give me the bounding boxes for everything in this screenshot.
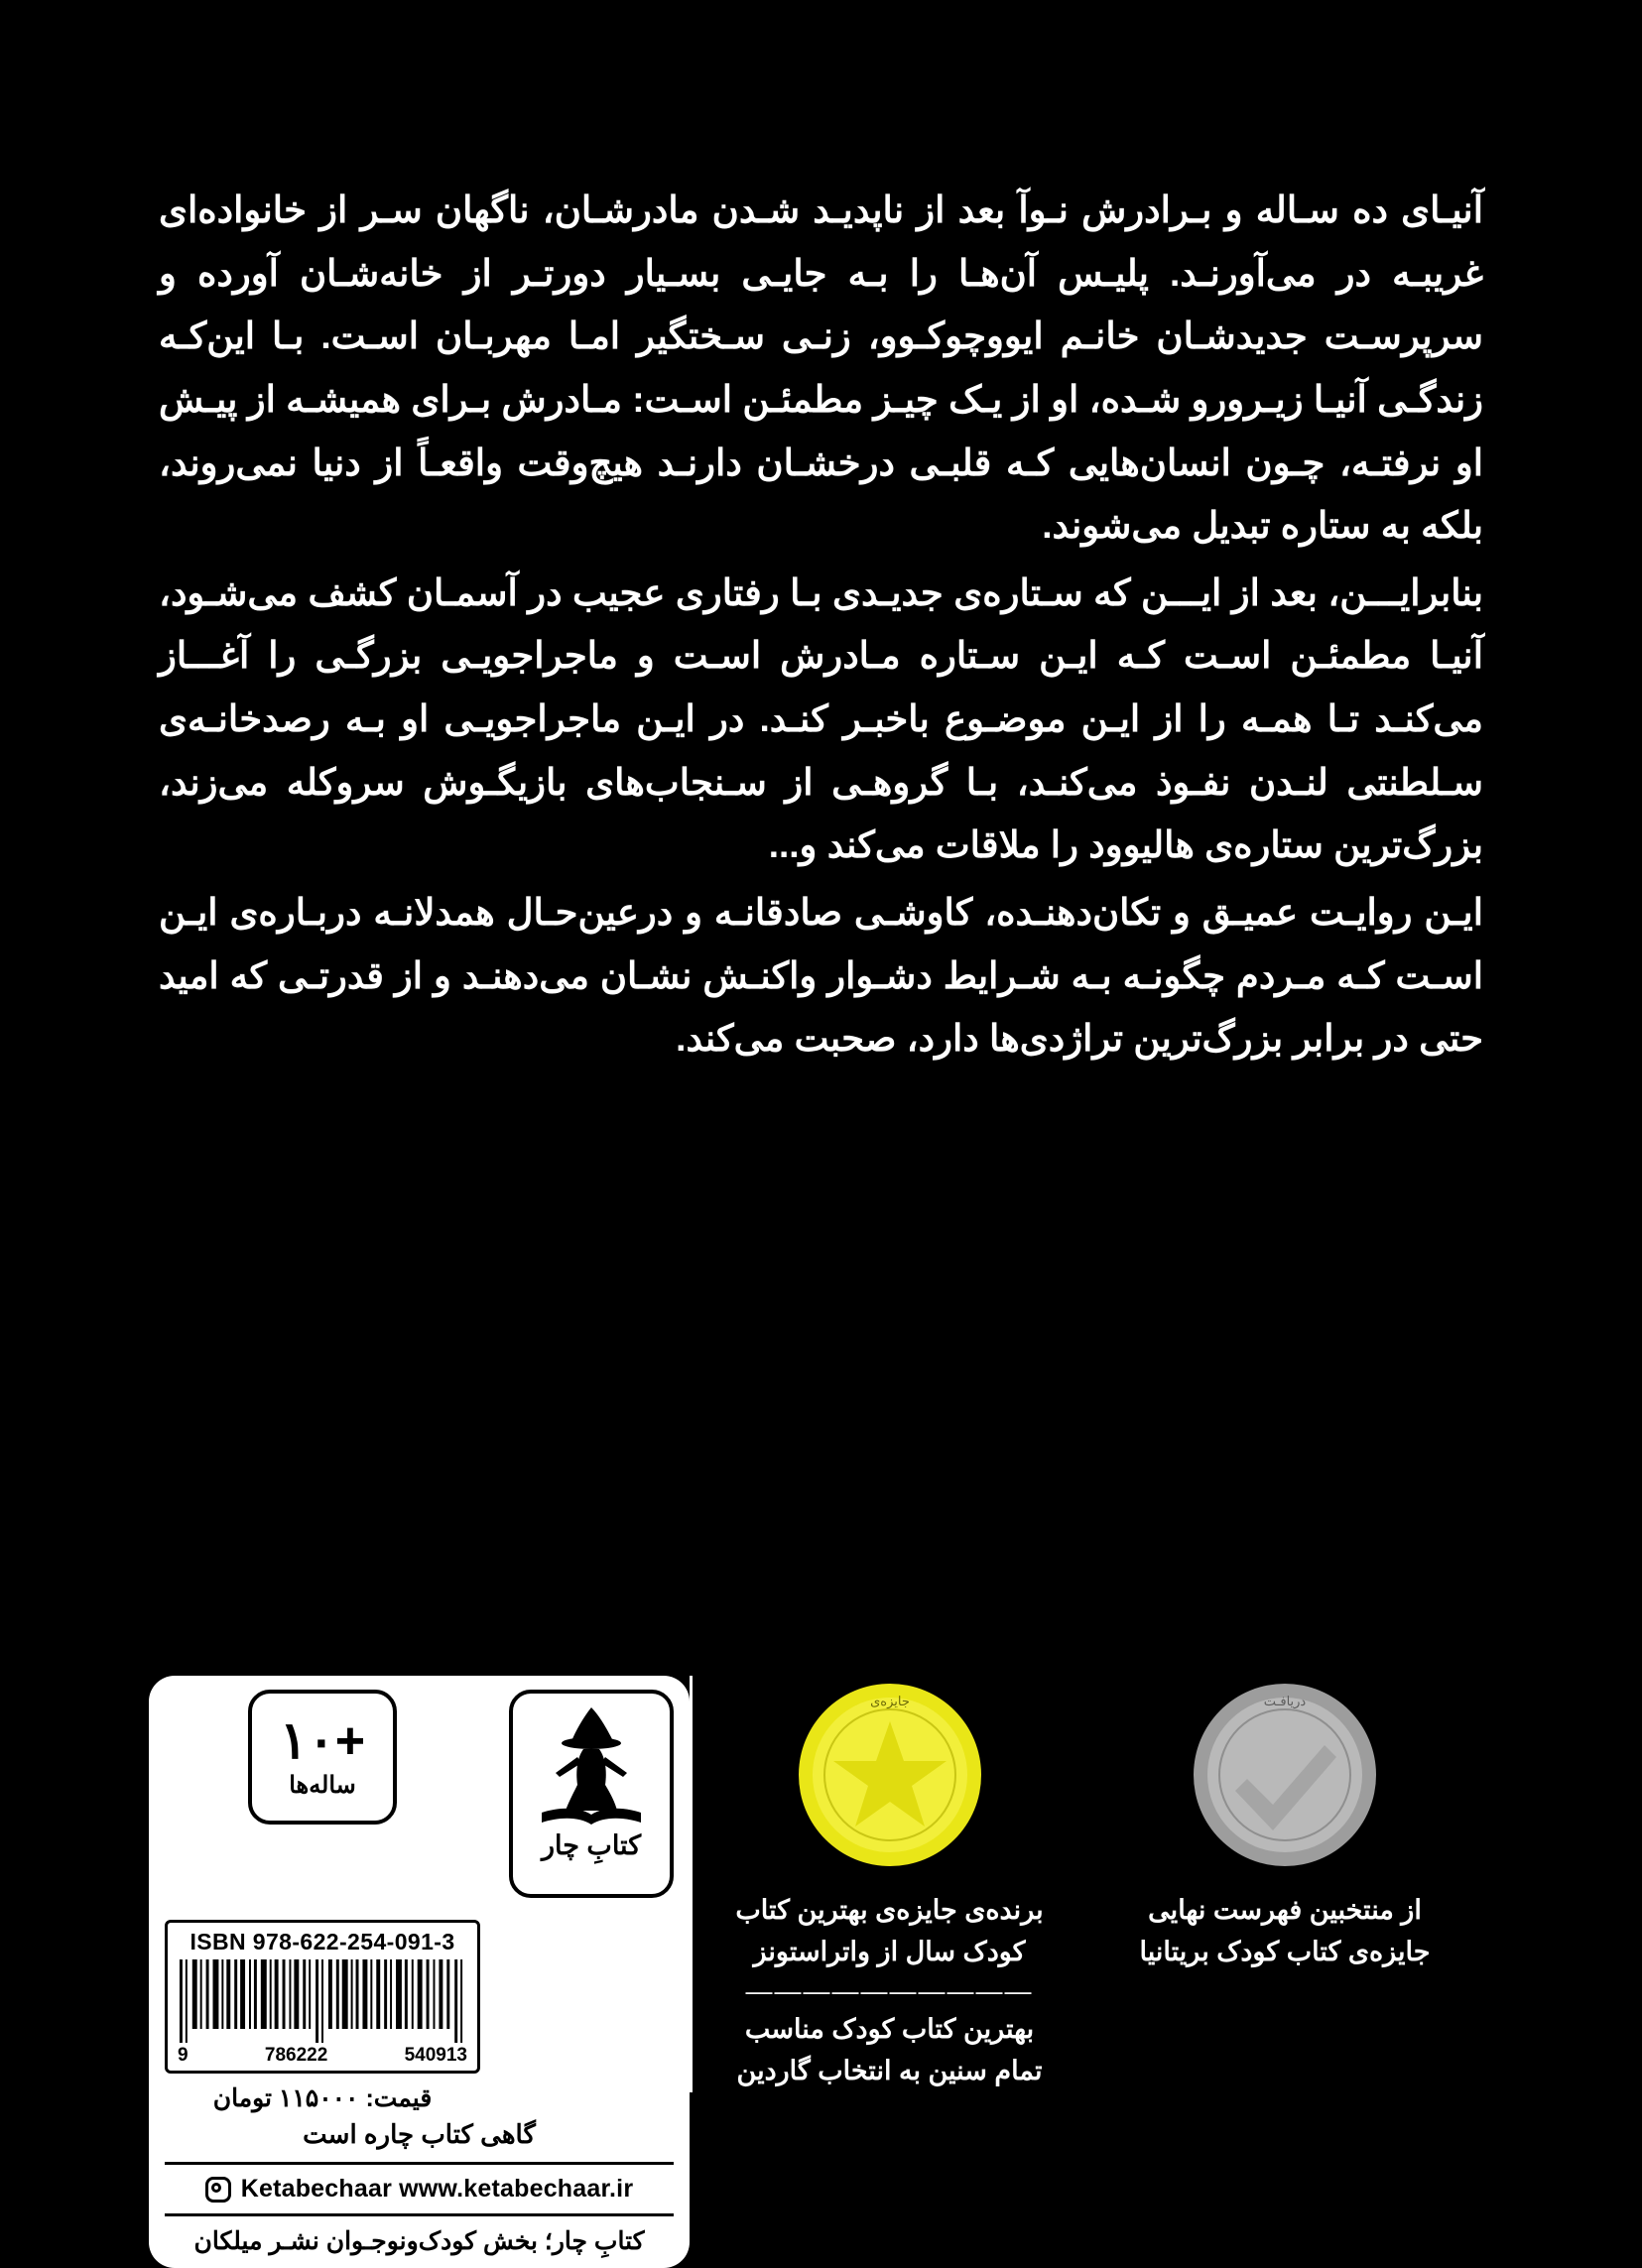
publisher-contact-row[interactable] bbox=[165, 2162, 674, 2204]
barcode-digit-right: 540913 bbox=[404, 2045, 467, 2066]
publisher-card-top bbox=[165, 1690, 674, 2113]
publisher-imprint: کتابِ چار؛ بخش کودک‌ونوجـوان نشـر میلکان bbox=[165, 2213, 674, 2256]
age-rating-number: +۱۰ bbox=[279, 1711, 366, 1770]
bottom-band bbox=[0, 1676, 1642, 2255]
instagram-icon[interactable] bbox=[205, 2177, 231, 2203]
blurb-paragraph-1: آنیـای ده سـاله و بـرادرش نـوآ بعد از ناپدیـد شـدن مادرشـان، ناگهان سـر از خانواده‌ای غریبـه در می‌آورنـد. پلیـس آن‌هـا را بـه جایـی بسـیار دورتـر از خانه‌شـان آورده و سرپرسـت جدیدشـان خانـم ایووچوکـوو، زنـی سـختگیر امـا مهربـان اسـت. بـا این‌کـه زندگـی آنیـا زیـرورو شـده، او از یـک چیـز مطمئـن اسـت: مـادرش بـرای همیشـه از پیـش او نرفتـه، چـون انسان‌هایی کـه قلبـی درخشـان دارنـد هیچ‌وقت واقعـاً از دنیا نمی‌روند، بلکه به ستاره تبدیل می‌شوند. bbox=[159, 189, 1483, 547]
svg-text:دریافـت: دریافـت bbox=[1263, 1694, 1307, 1708]
back-cover-blurb bbox=[159, 179, 1483, 1074]
svg-text:جایزه‌ی: جایزه‌ی bbox=[869, 1694, 910, 1708]
publisher-info-card bbox=[149, 1676, 690, 2268]
publisher-website[interactable]: Ketabechaar www.ketabechaar.ir bbox=[240, 2175, 634, 2203]
award-guardian-line-1: بهترین کتاب کودک مناسب bbox=[744, 2014, 1035, 2045]
age-rating-label: ساله‌ها bbox=[289, 1771, 356, 1799]
barcode-digit-mid: 786222 bbox=[264, 2045, 328, 2066]
barcode-digit-left: 9 bbox=[178, 2045, 189, 2066]
award-waterstones-line-1: برنده‌ی جایزه‌ی بهترین کتاب bbox=[735, 1895, 1044, 1925]
publisher-slogan: گاهی کتاب چاره است bbox=[303, 2119, 536, 2149]
award-waterstones bbox=[690, 1676, 1086, 2092]
barcode-digits bbox=[176, 2043, 469, 2067]
gold-star-seal-icon bbox=[791, 1676, 989, 1874]
award-british-line-1: از منتخبین فهرست نهایی bbox=[1148, 1895, 1422, 1925]
award-british-book-award bbox=[1086, 1676, 1483, 1973]
blurb-paragraph-2: بنابرایـــن، بعد از ایـــن که سـتاره‌ی جدیـدی بـا رفتاری عجیب در آسمـان کشف می‌شـود، آنیـا مطمئـن اسـت کـه ایـن سـتاره مـادرش اسـت و ماجراجویـی بزرگـی را آغـــاز می‌کنـد تـا همـه را از ایـن موضـوع باخبـر کنـد. در ایـن ماجراجویـی او بـه رصدخانـه‌ی سـلطنتی لنـدن نفـوذ می‌کنـد، بـا گروهـی از سـنجاب‌های بازیگـوش سروکله می‌زند، بزرگ‌ترین ستاره‌ی هالیوود را ملاقات می‌کند و... bbox=[159, 571, 1484, 866]
publisher-logo bbox=[509, 1690, 674, 1898]
isbn-barcode-box bbox=[165, 1920, 480, 2074]
witch-on-book-icon bbox=[532, 1701, 651, 1828]
award-guardian-line-2: تمام سنین به انتخاب گاردین bbox=[736, 2055, 1043, 2085]
award-british-line-2: جایزه‌ی کتاب کودک بریتانیا bbox=[1139, 1936, 1431, 1966]
award-separator: —————————— bbox=[745, 1975, 1034, 2006]
age-rating-badge bbox=[248, 1690, 397, 1825]
isbn-column bbox=[165, 1690, 480, 2113]
price-label: قیمت: ۱۱۵۰۰۰ تومان bbox=[212, 2084, 433, 2112]
silver-check-seal-icon bbox=[1186, 1676, 1384, 1874]
barcode-icon bbox=[176, 1959, 469, 2043]
blurb-paragraph-3: ایـن روایـت عمیـق و تکان‌دهنـده، کاوشـی صادقانـه و درعین‌حـال همدلانـه دربـاره‌ی ایـن اسـت کـه مـردم چگونـه بـه شـرایط دشـوار واکنـش نشـان می‌دهنـد و از قدرتـی که امید حتی در برابر بزرگ‌ترین تراژدی‌ها دارد، صحبت می‌کند. bbox=[159, 891, 1483, 1060]
award-waterstones-line-2: کودک سال از واتراستونز bbox=[753, 1936, 1026, 1966]
isbn-number: ISBN 978-622-254-091-3 bbox=[189, 1929, 455, 1954]
publisher-logo-label: کتابِ چار bbox=[541, 1830, 642, 1860]
